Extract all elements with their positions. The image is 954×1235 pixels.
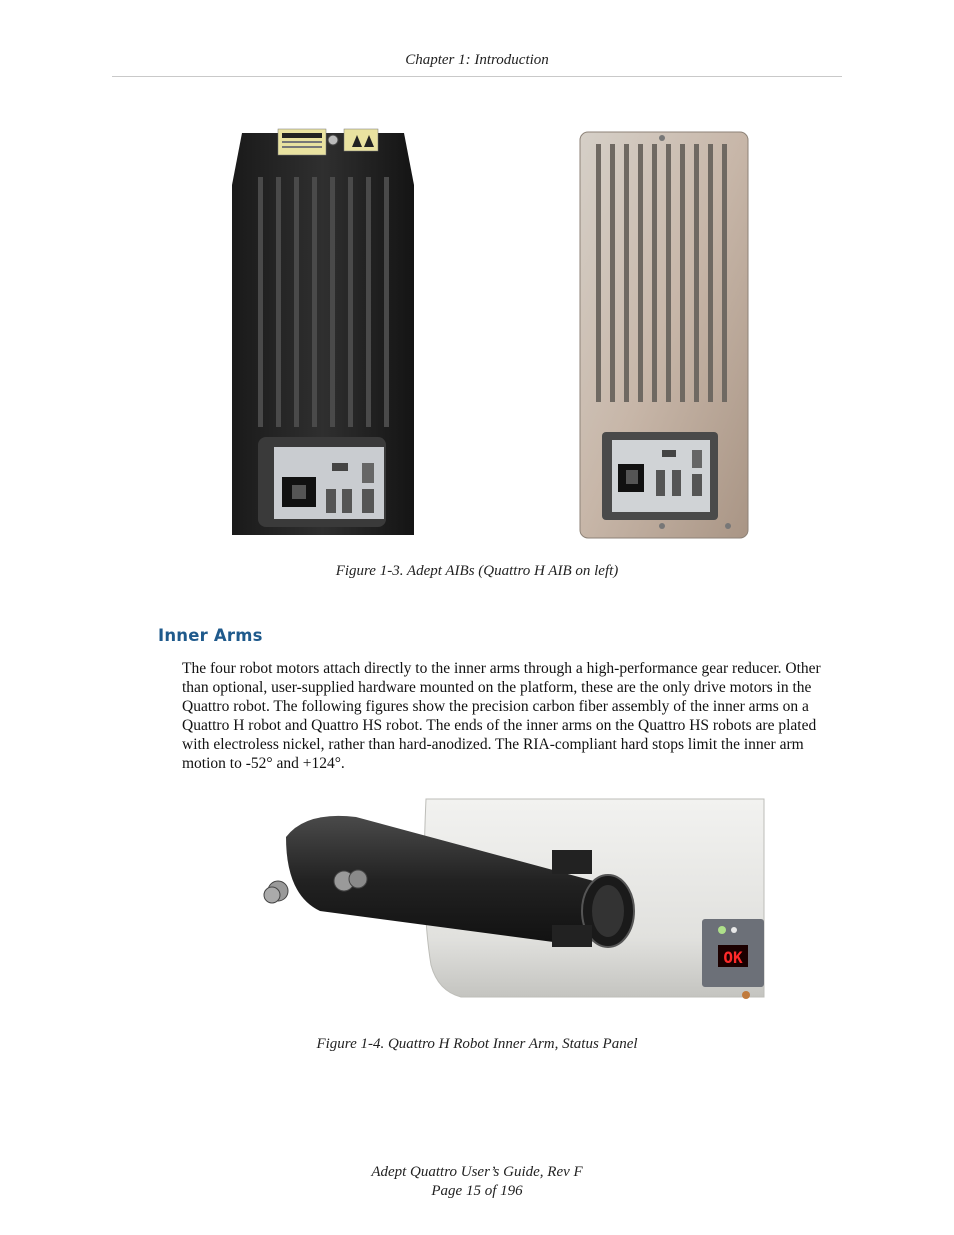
running-header: Chapter 1: Introduction xyxy=(405,52,549,68)
footer-title: Adept Quattro User’s Guide, Rev F xyxy=(371,1164,583,1180)
status-display-readout: OK xyxy=(723,948,743,967)
inner-arm-photo xyxy=(256,795,766,1005)
header-rule xyxy=(112,76,842,77)
quattro-h-aib-photo xyxy=(228,125,418,543)
figure-caption: Figure 1-3. Adept AIBs (Quattro H AIB on left) xyxy=(335,563,619,579)
page-number: Page 15 of 196 xyxy=(431,1183,523,1199)
section-paragraph: The four robot motors attach directly to the inner arms through a high-performance gear reducer. Other than optional, user-supplied hardware mounted on the platform, these are the only drive motors in the Quattro robot. The following figures show the precision carbon fiber assembly of the inner arms on a Quattro H robot and Quattro HS robot. The ends of the inner arms on the Quattro HS robots are plated with electroless nickel, rather than hard-anodized. The RIA-compliant hard stops limit the inner arm motion to -52° and +124°. xyxy=(182,660,821,772)
quattro-hs-aib-photo xyxy=(578,130,750,540)
page-footer xyxy=(0,1163,954,1201)
section-heading: Inner Arms xyxy=(158,626,263,645)
figure-caption: Figure 1-4. Quattro H Robot Inner Arm, Status Panel xyxy=(316,1036,638,1052)
